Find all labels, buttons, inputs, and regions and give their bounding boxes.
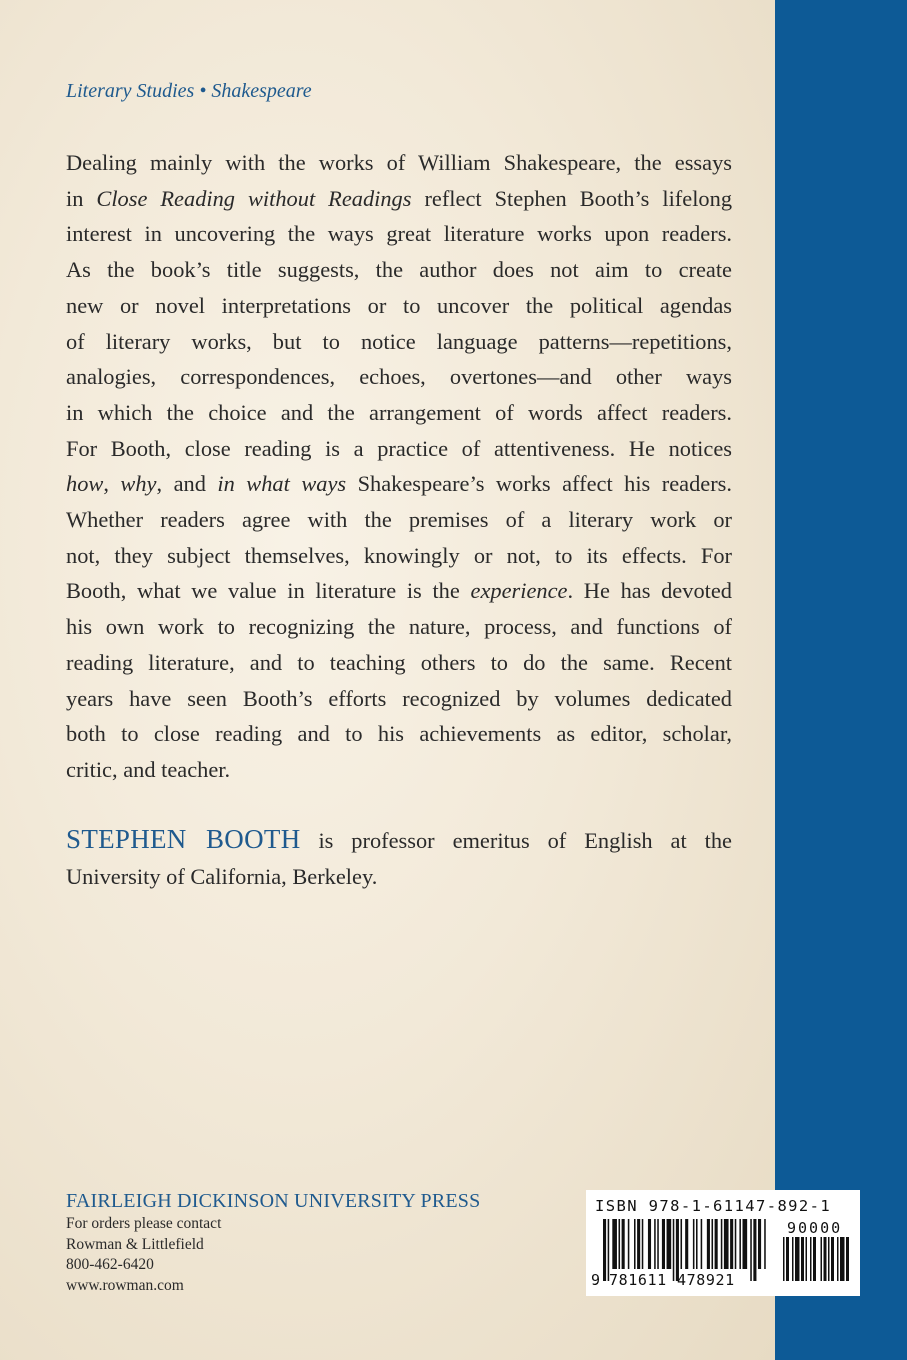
description-line [66, 181, 732, 217]
description-line [66, 716, 732, 752]
description-text: reading literature, and to teaching others to do the same. Recent [66, 649, 732, 675]
barcode-bar [612, 1219, 617, 1269]
barcode-bar [712, 1219, 714, 1269]
barcode-bar [693, 1219, 695, 1269]
description-line [66, 216, 732, 252]
barcode-bar [654, 1219, 656, 1269]
barcode-bar [735, 1219, 737, 1269]
author-bio-line2: University of California, Berkeley. [66, 863, 378, 889]
description-text: his own work to recognizing the nature, process, and functions of [66, 614, 732, 640]
description-line [66, 466, 732, 502]
addon-bar [828, 1237, 830, 1281]
description-line [66, 395, 732, 431]
category-label: Literary Studies • Shakespeare [66, 80, 312, 102]
barcode-bar [657, 1219, 659, 1269]
addon-bar [831, 1237, 834, 1281]
description-text: in [66, 185, 97, 211]
barcode-bar [743, 1219, 748, 1269]
barcode-first-digit: 9 [591, 1271, 601, 1289]
description-emphasis: why [120, 471, 157, 497]
contact-line: www.rowman.com [66, 1276, 184, 1294]
barcode-addon-digits: 90000 [787, 1219, 843, 1237]
barcode-bar [730, 1219, 733, 1269]
description-line [66, 681, 732, 717]
description-line [66, 752, 732, 788]
description-text: not, they subject themselves, knowingly or not, to its effects. For [66, 542, 732, 568]
description-line [66, 359, 732, 395]
description-text: critic, and teacher. [66, 756, 231, 782]
description-text: , and [156, 471, 218, 497]
barcode-bar [603, 1219, 606, 1281]
barcode-bar [758, 1219, 761, 1269]
barcode-bar [667, 1219, 672, 1269]
barcode-bar [637, 1219, 640, 1269]
barcode-bar [642, 1219, 644, 1269]
description-text: For Booth, close reading is a practice of attentiveness. He notices [66, 435, 732, 461]
description-text: . He has devoted [567, 578, 732, 604]
barcode-bar [681, 1219, 683, 1269]
addon-bar [821, 1237, 823, 1281]
description-text: , [103, 471, 121, 497]
description-line [66, 573, 732, 609]
description-text: of literary works, but to notice language patterns—repetitions, [66, 328, 732, 354]
publisher-contact [66, 1214, 221, 1296]
description-emphasis: in what ways [217, 471, 347, 497]
description-line [66, 502, 732, 538]
barcode-bar [673, 1219, 675, 1281]
isbn-text: ISBN 978-1-61147-892-1 [595, 1197, 832, 1215]
description-text: reflect Stephen Booth’s lifelong [411, 185, 733, 211]
description-text: Dealing mainly with the works of William Shakespeare, the essays [66, 150, 732, 175]
addon-bar [786, 1237, 789, 1281]
barcode-left-group: 781611 [609, 1271, 667, 1289]
description-line [66, 252, 732, 288]
addon-bar [810, 1237, 812, 1281]
book-description [66, 145, 732, 788]
barcode-bar [721, 1219, 723, 1269]
description-text: new or novel interpretations or to uncover the political agendas [66, 292, 732, 318]
publisher-name: FAIRLEIGH DICKINSON UNIVERSITY PRESS [66, 1190, 481, 1212]
barcode-bar [715, 1219, 718, 1269]
blue-spine-band [775, 0, 907, 1360]
isbn-barcode [586, 1190, 860, 1296]
description-line [66, 538, 732, 574]
description-text: As the book’s title suggests, the author does not aim to create [66, 257, 732, 283]
barcode-bar [648, 1219, 651, 1269]
description-line [66, 145, 732, 181]
description-text: years have seen Booth’s efforts recognized by volumes dedicated [66, 685, 732, 711]
barcode-bar [724, 1219, 729, 1269]
author-bio-line1: is professor emeritus of English at the [300, 828, 732, 853]
description-text: analogies, correspondences, echoes, overtones—and other ways [66, 364, 732, 390]
addon-bar [840, 1237, 845, 1281]
description-text: both to close reading and to his achievements as editor, scholar, [66, 721, 732, 747]
description-text: in which the choice and the arrangement of words affect readers. [66, 399, 732, 425]
description-line [66, 645, 732, 681]
addon-bar [813, 1237, 816, 1281]
addon-bar [846, 1237, 849, 1281]
barcode-bar [622, 1219, 625, 1269]
contact-line: For orders please contact [66, 1215, 222, 1232]
barcode-bar [662, 1219, 665, 1269]
addon-bar [837, 1237, 839, 1281]
addon-bar [792, 1237, 794, 1281]
barcode-bar [628, 1219, 630, 1269]
author-bio [66, 822, 732, 894]
barcode-right-group: 478921 [677, 1271, 735, 1289]
barcode-bar [707, 1219, 710, 1269]
barcode-bar [750, 1219, 752, 1281]
addon-bar [806, 1237, 808, 1281]
barcode-bar [764, 1219, 766, 1269]
description-line [66, 288, 732, 324]
barcode-bar [619, 1219, 621, 1269]
description-line [66, 609, 732, 645]
addon-bar [795, 1237, 800, 1281]
description-text: interest in uncovering the ways great literature works upon readers. [66, 221, 732, 247]
barcode-bar [753, 1219, 756, 1281]
addon-bar [824, 1237, 827, 1281]
description-text: Whether readers agree with the premises of a literary work or [66, 507, 732, 533]
description-emphasis: experience [470, 578, 568, 604]
addon-bar [801, 1237, 804, 1281]
description-text: Shakespeare’s works affect his readers. [346, 471, 732, 497]
description-line [66, 324, 732, 360]
description-emphasis: how [66, 471, 104, 497]
barcode-bar [701, 1219, 703, 1269]
description-text: Booth, what we value in literature is the [66, 578, 471, 604]
contact-line: Rowman & Littlefield [66, 1235, 204, 1253]
barcode-bar [739, 1219, 741, 1269]
barcode-bar [696, 1219, 698, 1269]
contact-line: 800-462-6420 [66, 1256, 154, 1273]
addon-bar [783, 1237, 785, 1281]
description-line [66, 431, 732, 467]
description-emphasis: Close Reading without Readings [96, 185, 412, 211]
barcode-bar [685, 1219, 688, 1269]
barcode-bar [634, 1219, 636, 1269]
author-name: STEPHEN BOOTH [66, 824, 301, 854]
